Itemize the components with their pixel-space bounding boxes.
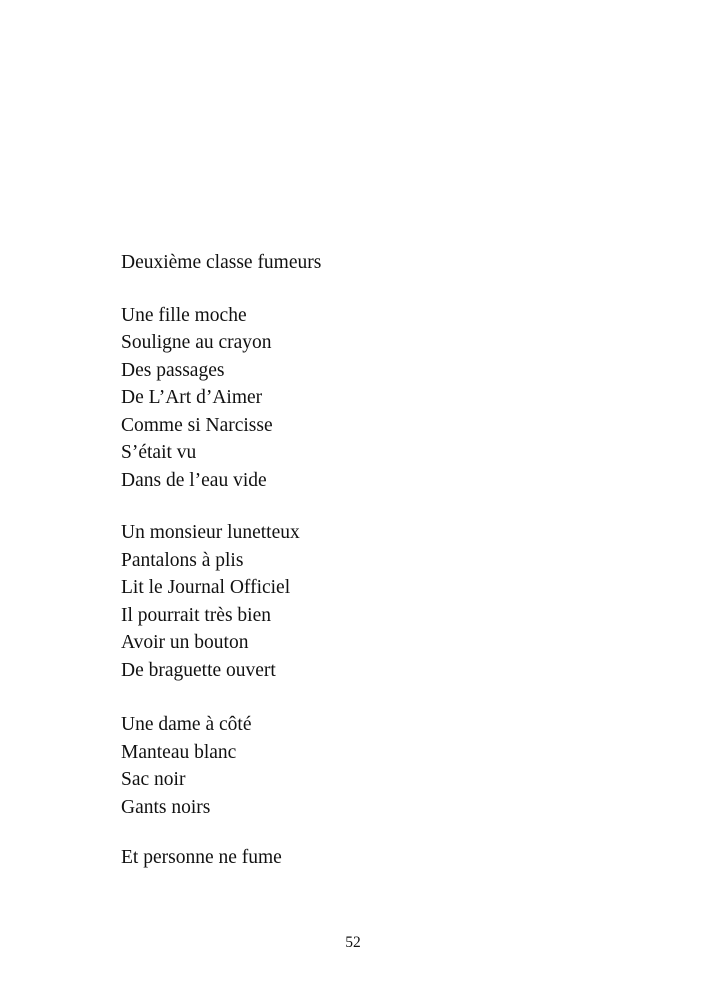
- poem-line: Une dame à côté: [121, 714, 252, 735]
- poem-line: Un monsieur lunetteux: [121, 522, 300, 543]
- poem-line: Des passages: [121, 359, 225, 381]
- stanza-2: [121, 519, 641, 684]
- poem-line: Dans de l’eau vide: [121, 469, 267, 491]
- poem: [121, 249, 641, 872]
- stanza-1: [121, 302, 641, 495]
- poem-line: Une fille moche: [121, 304, 247, 326]
- poem-line: De braguette ouvert: [121, 659, 276, 681]
- poem-line: Manteau blanc: [121, 741, 237, 763]
- poem-line: Et personne ne fume: [121, 847, 282, 868]
- poem-line: Il pourrait très bien: [121, 604, 271, 626]
- poem-line: De L’Art d’Aimer: [121, 387, 263, 408]
- poem-line: Lit le Journal Officiel: [121, 577, 291, 598]
- poem-line: Souligne au crayon: [121, 332, 272, 353]
- poem-line: Gants noirs: [121, 796, 211, 818]
- poem-title: Deuxième classe fumeurs: [121, 252, 322, 273]
- poem-line: Sac noir: [121, 769, 186, 790]
- poem-line: S’était vu: [121, 442, 197, 463]
- page-number: 52: [345, 934, 361, 951]
- stanza-3: [121, 711, 641, 821]
- poem-line: Avoir un bouton: [121, 632, 249, 653]
- poem-line: Pantalons à plis: [121, 549, 244, 571]
- poem-line: Comme si Narcisse: [121, 414, 273, 436]
- stanza-4: [121, 844, 641, 872]
